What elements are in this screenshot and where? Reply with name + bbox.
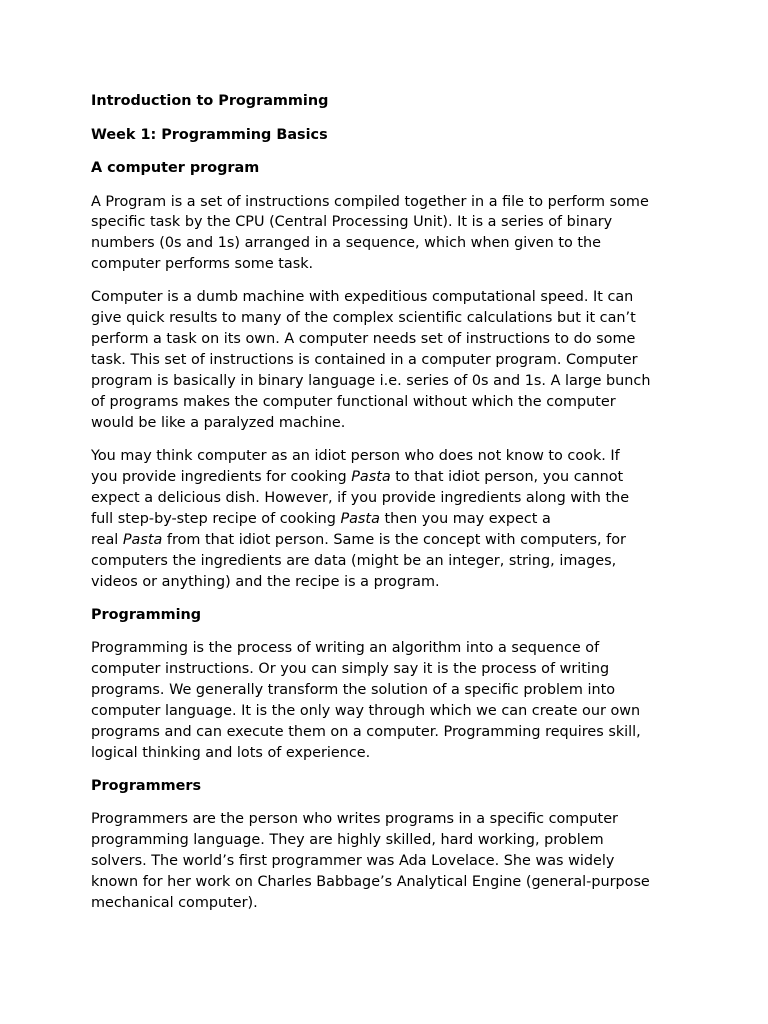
section-heading: Programmers [91, 777, 202, 794]
italic-term: Pasta [351, 468, 391, 485]
text-line: would be like a paralyzed machine. [91, 414, 346, 431]
text-fragment: from that idiot person. Same is the concept with computers, for [162, 531, 626, 548]
text-line [91, 530, 691, 551]
text-fragment: then you may expect a [379, 510, 551, 527]
document-subtitle: Week 1: Programming Basics [91, 126, 328, 143]
text-line [91, 467, 691, 488]
text-line: You may think computer as an idiot person who does not know to cook. If [91, 448, 620, 465]
sections-container [91, 158, 691, 914]
document-title: Introduction to Programming [91, 93, 329, 109]
text-fragment: real [91, 531, 123, 548]
text-line: solvers. The world’s first programmer was Ada Lovelace. She was widely [91, 853, 615, 870]
text-fragment: full step-by-step recipe of cooking [91, 510, 341, 527]
text-line [91, 509, 691, 530]
text-line: computer performs some task. [91, 256, 314, 273]
text-line: Programmers are the person who writes programs in a specific computer [91, 811, 618, 828]
italic-term: Pasta [340, 510, 380, 527]
text-line: programs and can execute them on a computer. Programming requires skill, [91, 723, 641, 740]
text-line: specific task by the CPU (Central Processing Unit). It is a series of binary [91, 214, 613, 231]
section-heading: Programming [91, 606, 202, 623]
italic-term: Pasta [122, 531, 163, 548]
paragraph [91, 446, 691, 592]
text-fragment: to that idiot person, you cannot [390, 468, 624, 485]
text-line: programming language. They are highly skilled, hard working, problem [91, 832, 604, 849]
paragraph [91, 638, 691, 763]
paragraph [91, 192, 691, 276]
document-body [91, 91, 691, 926]
text-line: known for her work on Charles Babbage’s Analytical Engine (general-purpose [91, 874, 650, 891]
text-line: computer language. It is the only way through which we can create our own [91, 702, 641, 719]
text-line: programs. We generally transform the solution of a specific problem into [91, 682, 616, 699]
text-line: numbers (0s and 1s) arranged in a sequence, which when given to the [91, 235, 601, 252]
text-line: Computer is a dumb machine with expeditious computational speed. It can [91, 289, 634, 306]
text-line: task. This set of instructions is contained in a computer program. Computer [91, 352, 638, 369]
text-line: Programming is the process of writing an algorithm into a sequence of [91, 640, 600, 657]
text-line: perform a task on its own. A computer needs set of instructions to do some [91, 331, 636, 348]
paragraph [91, 287, 691, 433]
text-line: give quick results to many of the complex scientific calculations but it can’t [91, 310, 636, 327]
text-line: of programs makes the computer functional without which the computer [91, 393, 616, 410]
text-fragment: you provide ingredients for cooking [91, 468, 352, 485]
section-heading: A computer program [91, 160, 260, 176]
text-line: videos or anything) and the recipe is a program. [91, 573, 440, 590]
text-line: program is basically in binary language i.e. series of 0s and 1s. A large bunch [91, 373, 651, 390]
text-line: A Program is a set of instructions compiled together in a file to perform some [91, 193, 649, 210]
text-line: computer instructions. Or you can simply say it is the process of writing [91, 661, 610, 678]
text-line: computers the ingredients are data (might be an integer, string, images, [91, 552, 617, 569]
text-line: expect a delicious dish. However, if you provide ingredients along with the [91, 489, 630, 506]
paragraph [91, 809, 691, 914]
text-line: logical thinking and lots of experience. [91, 744, 371, 761]
text-line: mechanical computer). [91, 895, 258, 912]
